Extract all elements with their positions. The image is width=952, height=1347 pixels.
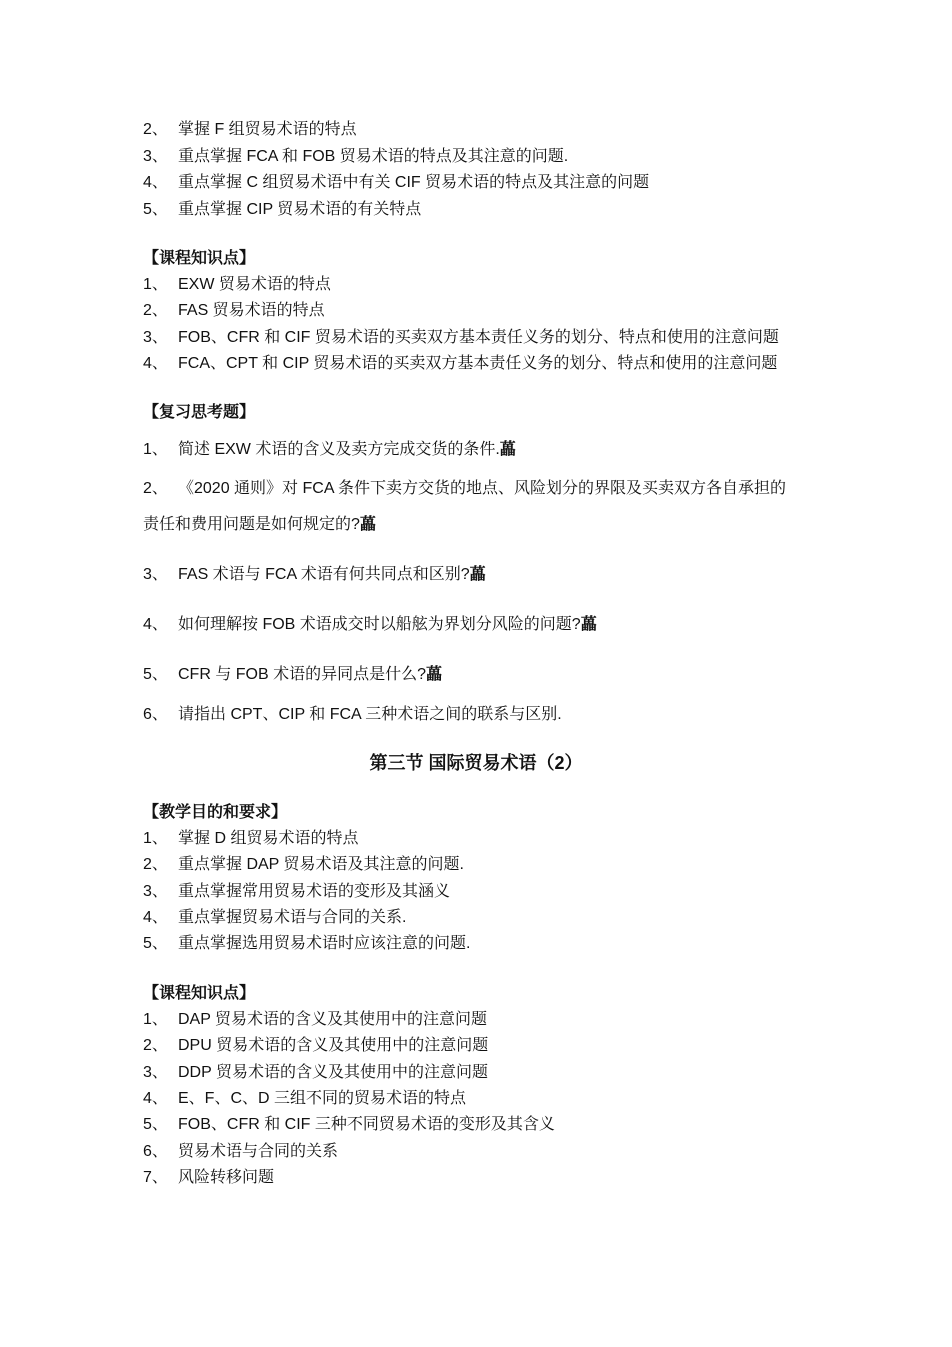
list-item: 2、 掌握 F 组贸易术语的特点 [143, 121, 357, 138]
list-item: 3、 FAS 术语与 FCA 术语有何共同点和区别?藟 [143, 566, 486, 583]
section-heading: 【复习思考题】 [143, 404, 256, 421]
list-item: 5、 FOB、CFR 和 CIF 三种不同贸易术语的变形及其含义 [143, 1116, 555, 1133]
section-heading: 【课程知识点】 [143, 250, 256, 267]
list-item: 6、 请指出 CPT、CIP 和 FCA 三种术语之间的联系与区别. [143, 706, 562, 723]
list-item: 5、 重点掌握选用贸易术语时应该注意的问题. [143, 935, 471, 952]
list-item: 7、 风险转移问题 [143, 1169, 275, 1186]
section-heading: 【教学目的和要求】 [143, 804, 288, 821]
list-item: 3、 DDP 贸易术语的含义及其使用中的注意问题 [143, 1064, 488, 1081]
list-item: 1、 DAP 贸易术语的含义及其使用中的注意问题 [143, 1011, 488, 1028]
list-item: 6、 贸易术语与合同的关系 [143, 1143, 339, 1160]
section-heading: 【课程知识点】 [143, 985, 256, 1002]
list-item: 3、 重点掌握 FCA 和 FOB 贸易术语的特点及其注意的问题. [143, 148, 569, 165]
section-title: 第三节 国际贸易术语（2） [369, 753, 583, 773]
list-item: 2、 重点掌握 DAP 贸易术语及其注意的问题. [143, 856, 464, 873]
list-item: 4、 重点掌握贸易术语与合同的关系. [143, 909, 407, 926]
list-item: 3、 FOB、CFR 和 CIF 贸易术语的买卖双方基本责任义务的划分、特点和使用的注意问题 [143, 329, 779, 346]
list-item: 5、 CFR 与 FOB 术语的异同点是什么?藟 [143, 666, 443, 683]
list-item: 1、 掌握 D 组贸易术语的特点 [143, 830, 359, 847]
list-item: 4、 E、F、C、D 三组不同的贸易术语的特点 [143, 1090, 467, 1107]
list-item: 4、 FCA、CPT 和 CIP 贸易术语的买卖双方基本责任义务的划分、特点和使用的注意问题 [143, 355, 778, 372]
list-item: 4、 重点掌握 C 组贸易术语中有关 CIF 贸易术语的特点及其注意的问题 [143, 174, 650, 191]
list-item: 2、 《2020 通则》对 FCA 条件下卖方交货的地点、风险划分的界限及买卖双方各自承担的 [143, 480, 787, 497]
list-item: 1、 简述 EXW 术语的含义及卖方完成交货的条件.藟 [143, 441, 516, 458]
list-item: 3、 重点掌握常用贸易术语的变形及其涵义 [143, 883, 451, 900]
list-item: 5、 重点掌握 CIP 贸易术语的有关特点 [143, 201, 422, 218]
list-item: 1、 EXW 贸易术语的特点 [143, 276, 331, 293]
list-item-continuation: 责任和费用问题是如何规定的?藟 [143, 516, 376, 533]
list-item: 2、 DPU 贸易术语的含义及其使用中的注意问题 [143, 1037, 489, 1054]
list-item: 4、 如何理解按 FOB 术语成交时以船舷为界划分风险的问题?藟 [143, 616, 597, 633]
list-item: 2、 FAS 贸易术语的特点 [143, 302, 325, 319]
